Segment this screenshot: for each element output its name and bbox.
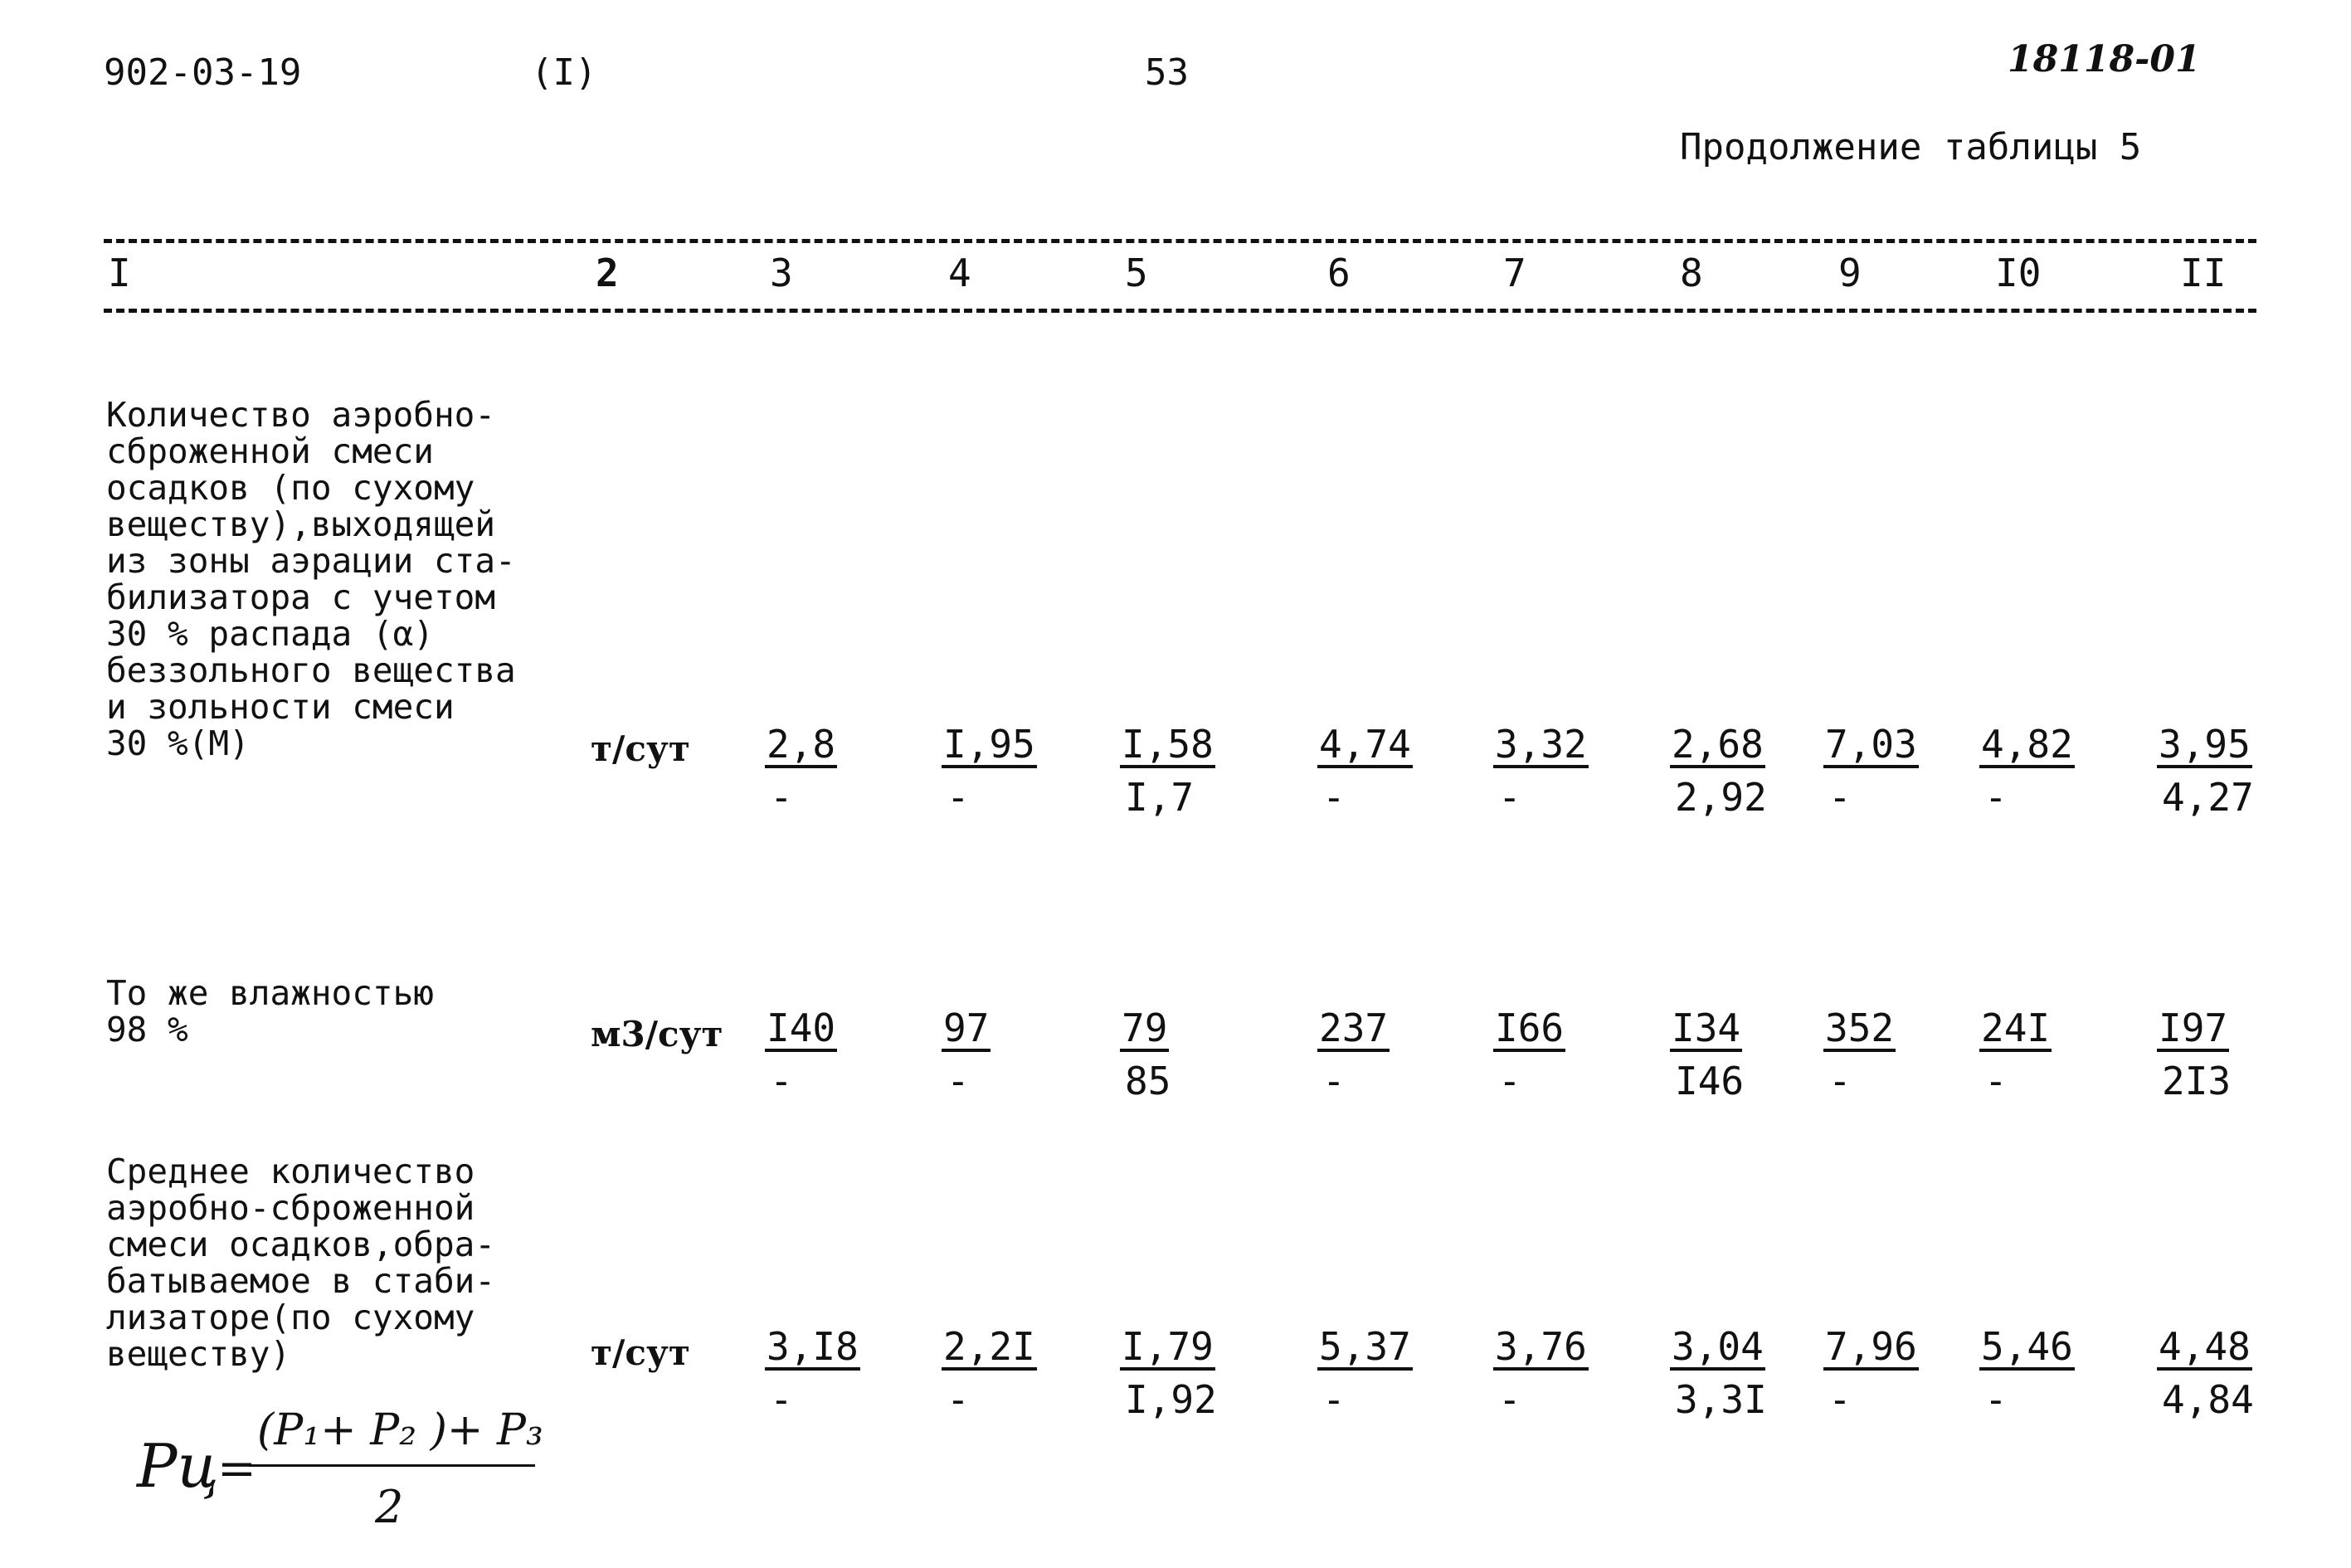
value-top: I66 xyxy=(1495,1006,1565,1050)
formula-equals: = xyxy=(217,1442,256,1496)
value-cell xyxy=(765,1006,881,1103)
value-cell xyxy=(2157,1006,2273,1103)
header-rule-top xyxy=(104,239,2256,243)
value-cell xyxy=(1493,1006,1609,1103)
value-cell xyxy=(765,722,881,820)
value-cell xyxy=(1979,1006,2095,1103)
value-top: 3,32 xyxy=(1495,722,1587,767)
value-cell xyxy=(1317,1006,1433,1103)
value-top: 5,46 xyxy=(1981,1324,2073,1369)
column-number: 6 xyxy=(1327,251,1351,295)
value-cell xyxy=(2157,1324,2273,1422)
value-bottom: I,7 xyxy=(1125,775,1195,820)
column-number: 8 xyxy=(1680,251,1703,295)
column-number: 3 xyxy=(770,251,793,295)
value-bottom: - xyxy=(1498,1377,1521,1422)
value-cell xyxy=(1120,1006,1236,1103)
value-top: I,95 xyxy=(943,722,1035,767)
row-unit: м3/сут xyxy=(591,1014,723,1054)
value-top: 79 xyxy=(1122,1006,1168,1050)
value-bottom: - xyxy=(1984,1059,2008,1103)
value-bottom: - xyxy=(770,1059,793,1103)
value-top: 3,I8 xyxy=(767,1324,859,1369)
column-number: 4 xyxy=(948,251,971,295)
row-unit: т/сут xyxy=(591,728,690,769)
value-cell xyxy=(942,722,1058,820)
value-cell xyxy=(1317,722,1433,820)
value-cell xyxy=(1823,1324,1940,1422)
row-unit: т/сут xyxy=(591,1332,690,1373)
formula-fraction-bar xyxy=(249,1464,535,1467)
value-cell xyxy=(1670,1324,1786,1422)
value-top: I,58 xyxy=(1122,722,1214,767)
row-description: Количество аэробно- сброженной смеси осадков (по сухому веществу),выходящей из зоны аэрации ста- билизатора с учетом 30 % распада (α) беззольного вещества и зольности смеси 30 %(М) xyxy=(106,395,516,763)
value-top: 352 xyxy=(1825,1006,1895,1050)
column-number: 5 xyxy=(1125,251,1148,295)
value-bottom: - xyxy=(1322,1377,1346,1422)
value-bottom: - xyxy=(1828,1059,1852,1103)
formula-denominator: 2 xyxy=(375,1481,404,1533)
value-bottom: 4,27 xyxy=(2162,775,2254,820)
column-number: I xyxy=(108,251,131,295)
value-bottom: - xyxy=(1828,775,1852,820)
column-number: 7 xyxy=(1503,251,1526,295)
value-top: 7,96 xyxy=(1825,1324,1917,1369)
value-cell xyxy=(1823,1006,1940,1103)
value-bottom: - xyxy=(947,1377,970,1422)
value-cell xyxy=(1493,722,1609,820)
column-number: 9 xyxy=(1838,251,1862,295)
formula-lhs: Pц xyxy=(137,1431,219,1501)
part-number: (I) xyxy=(531,51,597,94)
value-top: 7,03 xyxy=(1825,722,1917,767)
value-bottom: - xyxy=(770,1377,793,1422)
value-bottom: - xyxy=(1828,1377,1852,1422)
value-top: 2,68 xyxy=(1672,722,1764,767)
value-bottom: - xyxy=(1984,1377,2008,1422)
row-description: То же влажностью 98 % xyxy=(106,973,434,1049)
row-description: Среднее количество аэробно-сброженной смеси осадков,обра- батываемое в стаби- лизаторе(по сухому веществу) xyxy=(106,1152,495,1374)
document-code: 902-03-19 xyxy=(104,51,302,94)
value-top: I,79 xyxy=(1122,1324,1214,1369)
value-top: I34 xyxy=(1672,1006,1741,1050)
value-bottom: - xyxy=(1984,775,2008,820)
value-top: 2,8 xyxy=(767,722,836,767)
value-cell xyxy=(1823,722,1940,820)
value-cell xyxy=(2157,722,2273,820)
value-cell xyxy=(765,1324,881,1422)
value-top: 3,95 xyxy=(2159,722,2251,767)
value-cell xyxy=(1120,1324,1236,1422)
value-cell xyxy=(1670,722,1786,820)
value-top: I97 xyxy=(2159,1006,2228,1050)
value-bottom: 2,92 xyxy=(1675,775,1767,820)
value-bottom: 4,84 xyxy=(2162,1377,2254,1422)
value-top: 3,04 xyxy=(1672,1324,1764,1369)
value-bottom: - xyxy=(1498,1059,1521,1103)
value-bottom: 85 xyxy=(1125,1059,1171,1103)
formula-numerator: (P₁+ P₂ )+ P₃ xyxy=(257,1405,543,1455)
value-bottom: - xyxy=(1322,775,1346,820)
value-cell xyxy=(1493,1324,1609,1422)
value-bottom: - xyxy=(1498,775,1521,820)
value-top: I40 xyxy=(767,1006,836,1050)
value-top: 97 xyxy=(943,1006,990,1050)
column-number: I0 xyxy=(1995,251,2042,295)
value-cell xyxy=(942,1324,1058,1422)
value-top: 4,82 xyxy=(1981,722,2073,767)
value-top: 4,74 xyxy=(1319,722,1411,767)
sheet-code: 18118-01 xyxy=(2008,38,2201,80)
header-rule-bottom xyxy=(104,309,2256,313)
value-bottom: I46 xyxy=(1675,1059,1745,1103)
column-number: 2 xyxy=(596,251,619,295)
value-bottom: - xyxy=(770,775,793,820)
value-bottom: 3,3I xyxy=(1675,1377,1767,1422)
value-top: 4,48 xyxy=(2159,1324,2251,1369)
value-top: 237 xyxy=(1319,1006,1389,1050)
value-top: 24I xyxy=(1981,1006,2051,1050)
value-bottom: - xyxy=(1322,1059,1346,1103)
value-cell xyxy=(1317,1324,1433,1422)
value-cell xyxy=(1979,722,2095,820)
value-cell xyxy=(1670,1006,1786,1103)
value-top: 3,76 xyxy=(1495,1324,1587,1369)
value-cell xyxy=(1120,722,1236,820)
page-number: 53 xyxy=(1145,51,1189,94)
value-bottom: - xyxy=(947,1059,970,1103)
value-cell xyxy=(942,1006,1058,1103)
value-bottom: - xyxy=(947,775,970,820)
value-top: 2,2I xyxy=(943,1324,1035,1369)
value-bottom: I,92 xyxy=(1125,1377,1217,1422)
column-number: II xyxy=(2180,251,2227,295)
value-bottom: 2I3 xyxy=(2162,1059,2232,1103)
table-caption: Продолжение таблицы 5 xyxy=(1680,126,2142,168)
value-top: 5,37 xyxy=(1319,1324,1411,1369)
value-cell xyxy=(1979,1324,2095,1422)
